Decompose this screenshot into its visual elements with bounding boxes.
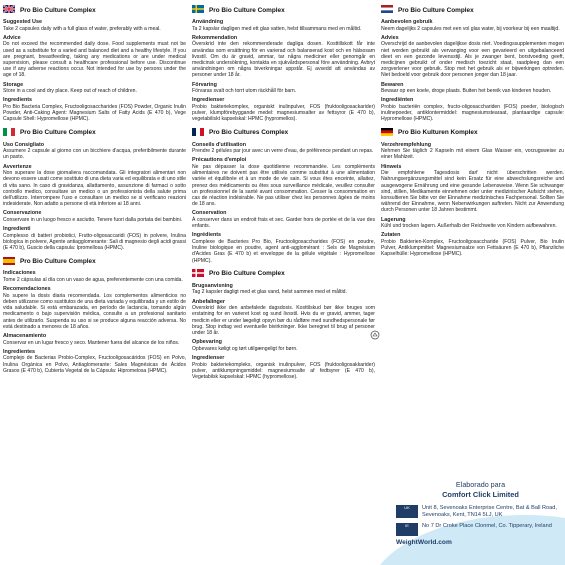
- address-uk-text: Unit 8, Sevenoaks Enterprise Centre, Bat & Ball Road, Sevenoaks, Kent, TN14 5LJ, UK: [422, 504, 557, 519]
- section-header: [192, 269, 375, 280]
- section-heading: Conservation: [192, 210, 227, 217]
- section-text: Kühl und trocken lagern. Außerhalb der Reichweite von Kindern aufbewahren.: [381, 223, 557, 230]
- section-heading: Brugsanvisning: [192, 282, 233, 289]
- section-text: Complesso di batteri probiotici, Frutto-oligosaccaridi (FOS) in polvere, Inulina biologica in polvere, Agente antiagglomerante: Sali di magnesio degli acidi grassi (E 470 b), Guscio della capsula: Ipromellosa (HPMC).: [3, 232, 186, 252]
- column-2: [192, 0, 375, 380]
- language-section: [381, 5, 564, 123]
- section-heading: Conservazione: [3, 210, 42, 217]
- language-section: [192, 5, 375, 123]
- section-heading: Advies: [381, 34, 399, 41]
- language-section: [192, 269, 375, 380]
- section-text: Overskrid ikke den anbefalede dagsdosis. Kosttilskud bør ikke bruges som erstatning for en varieret kost og sund livsstil. Hvis du er gravid, ammer, tager medicin eller er under lægeligt opsyn bør du rådføre med sundhedspersonale før brug. Stop indtag ved eventuelle bivirkninger. Ikke beregnet til brug af personer under 18 år.: [192, 305, 375, 337]
- section-heading: Ingredientes: [3, 348, 36, 355]
- section-text: Ta 2 kapslar dagligen med ett glas vatten, helst tillsammans med en måltid.: [192, 25, 362, 32]
- address-ie-text: No 7 Dr Croke Place Clonmel, Co. Tipperary, Ireland: [422, 522, 552, 529]
- section-heading: Storage: [3, 81, 24, 88]
- section-heading: Advice: [3, 34, 21, 41]
- section-text: Neem dagelijks 2 capsules met een vol glas water, bij voorkeur bij een maaltijd.: [381, 25, 560, 32]
- language-section: [3, 256, 186, 374]
- section-header: [381, 5, 564, 16]
- section-heading: Ingredienti: [3, 226, 31, 233]
- section-header: [381, 128, 564, 139]
- section-heading: Hinweis: [381, 163, 402, 170]
- column-3: [381, 0, 564, 258]
- section-heading: Verzehrempfehlung: [381, 141, 432, 148]
- section-text: Tag 2 kapsler dagligt med et glas vand, helst sammen med et måltid.: [192, 289, 347, 296]
- product-name: Pro Bio Culture Complex: [20, 258, 96, 266]
- section-text: Probio bacteriën complex, fructo-oligosacchariden (FOS) poeder, biologisch inulinepoeder, antiklontermiddel: magnesiumstearaat, plantaardige capsule: Hypromellose (HPMC).: [381, 104, 564, 123]
- section-heading: Zutaten: [381, 232, 401, 239]
- section-text: Pro Bio Bacteria Complex, Fructooligosaccharides (FOS) Powder, Organic Inulin Powder, Anti-Caking Agent: Magnesium Salts of Fatty Acids (E 470 b), Vege Capsule Shell: Hypromellose (HPMC).: [3, 104, 186, 123]
- section-heading: Ingredienser: [192, 355, 225, 362]
- flag-icon: [3, 128, 20, 138]
- section-text: Die empfohlene Tagesdosis darf nicht überschritten werden. Nahrungsergänzungsmittel sind kein Ersatz für eine abwechslungsreiche und ausgewogene Ernährung und eine gesunde Lebensweise. Wenn Sie schwanger sind, stillen, Medikamente einnehmen oder unter medizinischer Aufsicht stehen, konsultieren Sie bitte vor der Einnahme medizinisches Fachpersonal. Sollten Sie während der Einnahme, wenn Nebenwirkungen auftreten. Nicht zur Anwendung durch Personen unter 18 Jahren bestimmt.: [381, 170, 564, 214]
- section-heading: Bewaren: [381, 81, 404, 88]
- ie-address-icon: IE: [396, 523, 418, 536]
- product-name: Pro Bio Culture Complex: [20, 129, 96, 137]
- section-header: [3, 256, 186, 267]
- section-text: Bewaar op een koele, droge plaats. Buiten het bereik van kinderen houden.: [381, 88, 552, 95]
- section-heading: Almacenamiento: [3, 333, 47, 340]
- section-heading: Förvaring: [192, 81, 217, 88]
- product-name: Pro Bio Culture Complex: [209, 270, 285, 278]
- flag-icon: [3, 5, 20, 15]
- section-heading: Anbefalinger: [192, 298, 225, 305]
- address-uk: [396, 505, 565, 520]
- uk-address-icon: UK: [396, 505, 418, 518]
- section-heading: Ingredients: [3, 97, 33, 104]
- language-section: [3, 5, 186, 123]
- flag-icon: [381, 128, 398, 138]
- language-section: [381, 128, 564, 258]
- section-text: Conservar en un lugar fresco y seco. Mantener fuera del alcance de los niños.: [3, 339, 180, 346]
- column-1: [3, 0, 186, 374]
- section-text: Non superare la dose giornaliera raccomandata. Gli integratori alimentari non devono essere usati come sostituto di una dieta varia ed equilibrata e di uno stile di vita sano. In caso di gravidanza, allattamento, assunzione di farmaci o sotto controllo medico, consultare un medico o un professionista della salute prima dell'utilizzo. Interrompere l'uso e consultare un medico se si verificano reazioni indesiderate. Non adatto a persone di età inferiore ai 18 anni.: [3, 170, 186, 208]
- section-text: Do not exceed the recommended daily dose. Food supplements must not be used as a substitute for a varied and balanced diet and a healthy lifestyle. If you are pregnant, breastfeeding, taking any medications or are under medical supervision, please consult a healthcare professional before use. Discontinue use if any adverse reactions occur. Not intended for use by persons under the age of 18.: [3, 41, 186, 79]
- section-heading: Indicaciones: [3, 270, 36, 277]
- recycle-icon: [370, 330, 380, 340]
- section-text: Överskrid inte den rekommenderade dagliga dosen. Kosttillskott får inte användas som ersättning för en varierad och balanserad kost och en hälsosam livsstil. Om du är gravid, ammar, tar några mediciner eller genomgår en medicinsk undersökning, kontakta en sjukvårdspersonal före användning. Avbryt användningen om några biverkningar uppstår. Ej avsedd att användas av personer under 18 år.: [192, 41, 375, 79]
- section-header: [192, 128, 375, 139]
- section-text: Probio bakteriekomplex, organiskt inulinpulver, FOS (fruktooligosackarider) pulver, klumpförebyggande medel: magnesiumsalter av fettsyror (E 470 b), vegetabiliskt kapselskal: HPMC (hypromellos).: [192, 104, 375, 123]
- section-heading: Recomendaciones: [3, 286, 51, 293]
- section-heading: Suggested Use: [3, 19, 42, 25]
- section-heading: Conseils d'utilisation: [192, 141, 246, 148]
- section-heading: Uso Consigliato: [3, 141, 45, 148]
- section-text: Prendre 2 gélules par jour avec un verre d'eau, de préférence pendant un repas.: [192, 148, 374, 155]
- section-header: [192, 5, 375, 16]
- section-text: Conservare in un luogo fresco e asciutto. Tenere fuori dalla portata dei bambini.: [3, 217, 183, 224]
- product-name: Pro Bio Culture Complex: [209, 6, 285, 14]
- section-text: Tome 2 cápsulas al día con un vaso de agua, preferentemente con una comida.: [3, 277, 183, 284]
- flag-icon: [192, 269, 209, 279]
- section-heading: Användning: [192, 19, 224, 25]
- product-name: Pro Bio Culture Complex: [398, 6, 474, 14]
- section-text: Complejo de Bacterias Probio-Complex, Fructooligosacáridos (FOS) en Polvo, Inulina Orgánica en Polvo, Antiaglomerante: Sales Magnésicas de Ácidos Grasos (E 470 b), Cubierta Vegetal de la Cápsula: Hipromelosa (HPMC).: [3, 355, 186, 374]
- section-heading: Opbevaring: [192, 339, 222, 346]
- product-name: Pro Bio Kulturen Komplex: [398, 129, 478, 137]
- section-text: Nehmen Sie täglich 2 Kapseln mit einem Glas Wasser ein, vorzugsweise zu einer Mahlzeit.: [381, 148, 564, 161]
- product-name: Pro Bio Cultures Complex: [209, 129, 289, 137]
- section-text: Complexe de Bacteries Pro Bio, Fructooligosaccharides (FOS) en poudre, Inuline biologique en poudre, agent anti-agglomérant : Sels de Magnésium d'Acides Gras (E 470 b) et enveloppe de la gélule végétale : Hypromellose (HPMC).: [192, 239, 375, 264]
- section-text: Opbevares køligt og tørt utilgængeligt for børn.: [192, 345, 298, 352]
- section-text: Assumere 2 capsule al giorno con un bicchiere d'acqua, preferibilmente durante un pasto.: [3, 148, 186, 161]
- section-heading: Aanbevolen gebruik: [381, 19, 433, 25]
- section-header: [3, 5, 186, 16]
- section-heading: Avvertenze: [3, 163, 32, 170]
- section-header: [3, 128, 186, 139]
- section-text: À conserver dans un endroit frais et sec. Garder hors de portée et de la vue des enfants.: [192, 217, 375, 230]
- section-heading: Lagerung: [381, 216, 406, 223]
- product-name: Pro Bio Culture Complex: [20, 6, 96, 14]
- section-text: Store in a cool and dry place. Keep out of reach of children.: [3, 88, 137, 95]
- flag-icon: [192, 128, 209, 138]
- company-name: Comfort Click Limited: [442, 490, 519, 500]
- section-text: Ne pas dépasser la dose quotidienne recommandée. Les compléments alimentaires ne doivent pas être utilisés comme substitut à une alimentation variée et équilibrée et à un mode de vie sain. Si vous êtes enceinte, allaitez, prenez des médicaments ou êtes sous surveillance médicale, veuillez consulter un professionnel de la santé avant consommation. Cesser la consommation en cas de réaction indésirable. Ne pas utiliser chez les personnes âgées de moins de 18 ans.: [192, 164, 375, 208]
- flag-icon: [3, 257, 20, 267]
- section-text: Take 2 capsules daily with a full glass of water, preferably with a meal.: [3, 25, 161, 32]
- address-ie: [396, 523, 565, 536]
- section-text: Förvaras svalt och torrt utom räckhåll för barn.: [192, 88, 297, 95]
- section-text: No supere la dosis diaria recomendada. Los complementos alimenticios no deben utilizarse como sustitutos de una dieta variada y equilibrada y un estilo de vida saludable. Si está embarazada, en período de lactancia, tomando algún medicamento o bajo supervisión médica, consulte a un profesional sanitario antes de utilizarlo. Suspenda su uso si se produce alguna reacción adversa. No está destinado a menores de 18 años.: [3, 292, 186, 330]
- section-text: Probio Bakterien-Komplex, Fructooligosaccharide (FOS) Pulver, Bio Inulin Pulver, Antiklumpmittel: Magnesiumsalze von Fettsäuren (E 470 b), Pflanzliche Kapselhülle: Hypromellose (HPMC).: [381, 239, 564, 258]
- section-text: Overschrijd de aanbevolen dagelijkse dosis niet. Voedingssupplementen mogen niet worden gebruikt als vervanging voor een gevarieerd en uitgebalanceerd dieet en een gezonde levensstijl. Als je zwanger bent, borstvoeding geeft, medicijnen gebruikt of onder medisch toezicht staat, raadpleeg dan een zorgverlener voor gebruik. Stop met het gebruik als er bijwerkingen optreden. Niet bedoeld voor gebruik door personen jonger dan 18 jaar.: [381, 41, 564, 79]
- section-text: Probio bakteriekompleks, organisk inulinpulver, FOS (fruktooligosakkarider) pulver, antiklumpningsmiddel: magnesiumsalte af fedtsyrer (E 470 b), Vegetabilsk kapselskal: HPMC (hypromellose).: [192, 361, 375, 381]
- manufacturer-info: [396, 480, 565, 547]
- language-section: [192, 128, 375, 264]
- made-for-label: Elaborado para: [455, 480, 506, 489]
- section-heading: Ingrédients: [192, 232, 222, 239]
- section-heading: Ingrediënten: [381, 97, 414, 104]
- section-heading: Ingredienser: [192, 97, 225, 104]
- section-heading: Précautions d'emploi: [192, 157, 247, 164]
- flag-icon: [381, 5, 398, 15]
- section-heading: Rekommendation: [192, 34, 238, 41]
- flag-icon: [192, 5, 209, 15]
- language-section: [3, 128, 186, 252]
- website-text: WeightWorld.com: [396, 538, 452, 546]
